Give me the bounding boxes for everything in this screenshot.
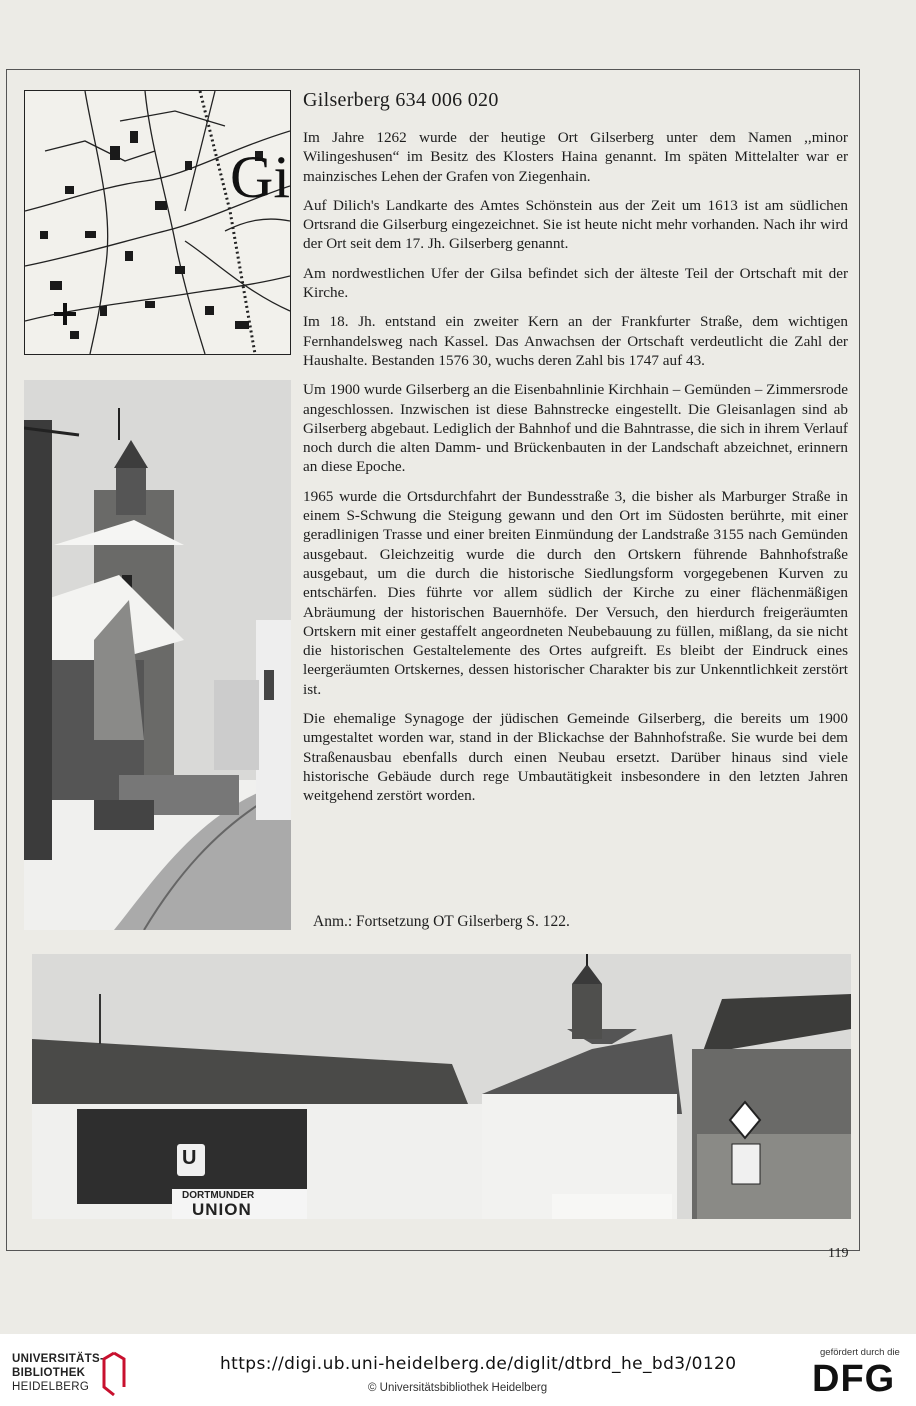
copyright-notice: © Universitätsbibliothek Heidelberg (368, 1382, 548, 1394)
map-drawing (25, 91, 290, 354)
library-line3: HEIDELBERG (12, 1381, 90, 1393)
paragraph: Die ehemalige Synagoge der jüdischen Gemeinde Gilserberg, die bereits um 1900 umgestaltet worden war, stand in der Blickachse der Bahnhofstraße. Sie wurde bei dem Straßenausbau ebenfalls durch einen Neubau ersetzt. Darüber hinaus sind viele historische Gebäude durch rege Umbautätigkeit insbesondere in den letzten Jahren weitgehend zerstört worden. (303, 710, 848, 805)
page-title: Gilserberg 634 006 020 (303, 89, 499, 111)
village-street-photo (32, 954, 851, 1219)
truck-sign-line1: DORTMUNDER (182, 1190, 255, 1201)
dfg-logo: DFG (812, 1358, 896, 1400)
paragraph: Am nordwestlichen Ufer der Gilsa befindet sich der älteste Teil der Ortschaft mit der Kirche. (303, 264, 848, 302)
paragraph: Um 1900 wurde Gilserberg an die Eisenbahnlinie Kirchhain – Gemünden – Zimmersrode angeschlossen. Inzwischen ist diese Bahnstrecke eingestellt. Die Gleisanlagen sind ab Gilserberg abgebaut. Lediglich der Bahnhof und die Bahntrasse, die sich in ihrem Verlauf noch durch die alten Damm- und Brückenbauten in der Landschaft abzeichnet, erinnern an diese Epoche. (303, 381, 848, 476)
library-line1: UNIVERSITÄTS- (12, 1353, 105, 1365)
church-photo-drawing (24, 380, 291, 930)
map-label: Gi (230, 144, 290, 210)
truck-sign-line2: UNION (192, 1200, 252, 1219)
village-photo-drawing (32, 954, 851, 1219)
paragraph: Im Jahre 1262 wurde der heutige Ort Gilserberg unter dem Namen ,,minor Wilingeshusen“ im Besitz des Klosters Haina genannt. Im späten Mittelalter war er mainzisches Lehen der Grafen von Ziegenhain. (303, 129, 848, 185)
truck-logo: U (182, 1147, 197, 1169)
note: Anm.: Fortsetzung OT Gilserberg S. 122. (313, 913, 570, 930)
article-text (303, 128, 848, 816)
digital-library-url[interactable]: https://digi.ub.uni-heidelberg.de/diglit/dtbrd_he_bd3/0120 (220, 1354, 737, 1374)
paragraph: Im 18. Jh. entstand ein zweiter Kern an der Frankfurter Straße, dem wichtigen Fernhandelsweg nach Kassel. Das Anwachsen der Ortschaft verdeutlicht die Zahl der Haushalte. Bestanden 1576 30, wuchs deren Zahl bis 1747 auf 43. (303, 313, 848, 369)
cadastral-map-image (24, 90, 291, 355)
library-line2: BIBLIOTHEK (12, 1367, 86, 1379)
church-photo (24, 380, 291, 930)
funding-note: gefördert durch die (820, 1347, 900, 1358)
page-number: 119 (828, 1246, 849, 1261)
paragraph: 1965 wurde die Ortsdurchfahrt der Bundesstraße 3, die bisher als Marburger Straße in einem S-Schwung die Steigung gewann und den Ort im Südosten berührte, mit einer geradlinigen Trasse und einer breiten Einmündung der Landstraße 3155 nach Gemünden ausgebaut. Gleichzeitig wurde die durch den Ortskern führende Bahnhofstraße ausgebaut, um die durch die historische Siedlungsform vorgegebenen Kurven zu entschärfen. Dies führte vor allem südlich der Kirche zu einer flächenmäßigen Abräumung der historischen Bauernhöfe. Der Versuch, den hierdurch freigeräumten Ortskern mit einer gestaffelt angeordneten Neubebauung zu füllen, mißlang, da sie nicht die historischen Gestaltelemente des Ortes aufgreift. Es bleibt der Eindruck eines leergeräumten Ortskernes, dessen historischer Charakter bis zur Unkenntlichkeit zerstört ist. (303, 487, 848, 698)
paragraph: Auf Dilich's Landkarte des Amtes Schönstein aus der Zeit um 1613 ist am südlichen Ortsrand die Gilserburg eingezeichnet. Sie ist heute nicht mehr vorhanden. Nach ihr wird der Ort seit dem 17. Jh. Gilserberg genannt. (303, 196, 848, 253)
